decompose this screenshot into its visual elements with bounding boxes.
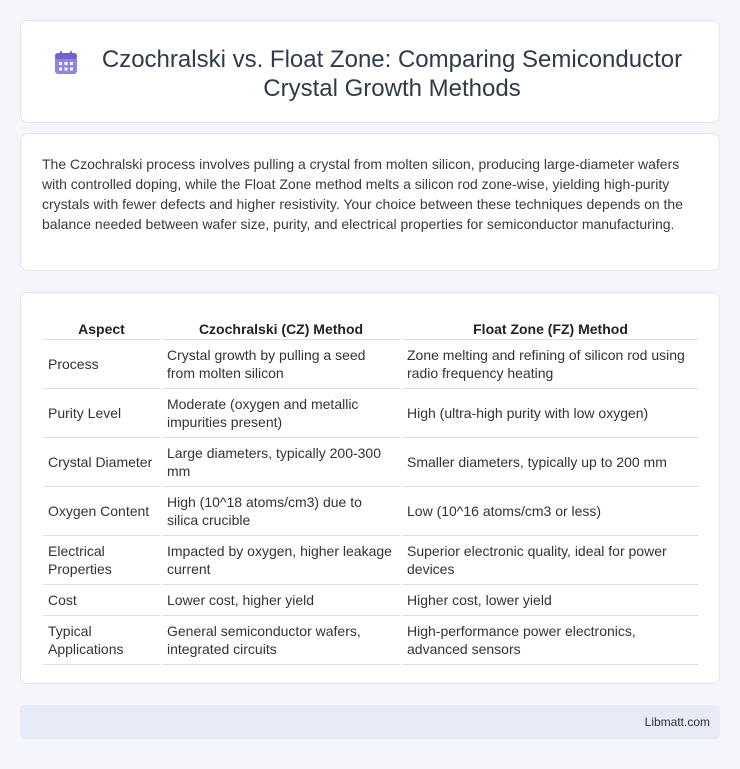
fz-cell: Low (10^16 atoms/cm3 or less) (401, 486, 699, 535)
title-card (20, 20, 720, 123)
intro-paragraph: The Czochralski process involves pulling a crystal from molten silicon, producing large-diameter wafers with controlled doping, while the Float Zone method melts a silicon rod zone-wise, yielding high-purity crystals with fewer defects and higher resistivity. Your choice between these techniques depends on the balance needed between wafer size, purity, and electrical properties for semiconductor manufacturing. (42, 156, 684, 232)
table-row (43, 615, 699, 664)
fz-cell: High (ultra-high purity with low oxygen) (401, 388, 699, 437)
fz-cell: Smaller diameters, typically up to 200 mm (401, 437, 699, 486)
fz-cell: Superior electronic quality, ideal for power devices (401, 535, 699, 584)
fz-cell: Higher cost, lower yield (401, 584, 699, 615)
fz-cell: High-performance power electronics, advanced sensors (401, 615, 699, 664)
aspect-cell: Crystal Diameter (43, 437, 161, 486)
table-row (43, 437, 699, 486)
table-row (43, 584, 699, 615)
comparison-card (20, 292, 720, 684)
aspect-cell: Cost (43, 584, 161, 615)
table-header-row (43, 313, 699, 339)
cz-cell: High (10^18 atoms/cm3) due to silica crucible (161, 486, 401, 535)
aspect-cell: Electrical Properties (43, 535, 161, 584)
fz-cell: Zone melting and refining of silicon rod using radio frequency heating (401, 339, 699, 388)
comparison-table (43, 313, 699, 665)
title-row (21, 21, 719, 103)
table-row (43, 339, 699, 388)
cz-cell: Crystal growth by pulling a seed from molten silicon (161, 339, 401, 388)
aspect-cell: Typical Applications (43, 615, 161, 664)
intro-card (20, 133, 720, 271)
column-header-float-zone: Float Zone (FZ) Method (401, 313, 699, 339)
cz-cell: Impacted by oxygen, higher leakage current (161, 535, 401, 584)
table-row (43, 388, 699, 437)
column-header-aspect: Aspect (43, 313, 161, 339)
calendar-grid-icon (53, 50, 79, 76)
page-title: Czochralski vs. Float Zone: Comparing Semiconductor Crystal Growth Methods (101, 46, 683, 102)
cz-cell: General semiconductor wafers, integrated circuits (161, 615, 401, 664)
aspect-cell: Oxygen Content (43, 486, 161, 535)
table-row (43, 535, 699, 584)
column-header-czochralski: Czochralski (CZ) Method (161, 313, 401, 339)
aspect-cell: Process (43, 339, 161, 388)
table-row (43, 486, 699, 535)
aspect-cell: Purity Level (43, 388, 161, 437)
footer-brand[interactable]: Libmatt.com (644, 715, 710, 729)
cz-cell: Lower cost, higher yield (161, 584, 401, 615)
footer-bar (20, 705, 720, 739)
cz-cell: Moderate (oxygen and metallic impurities present) (161, 388, 401, 437)
cz-cell: Large diameters, typically 200-300 mm (161, 437, 401, 486)
